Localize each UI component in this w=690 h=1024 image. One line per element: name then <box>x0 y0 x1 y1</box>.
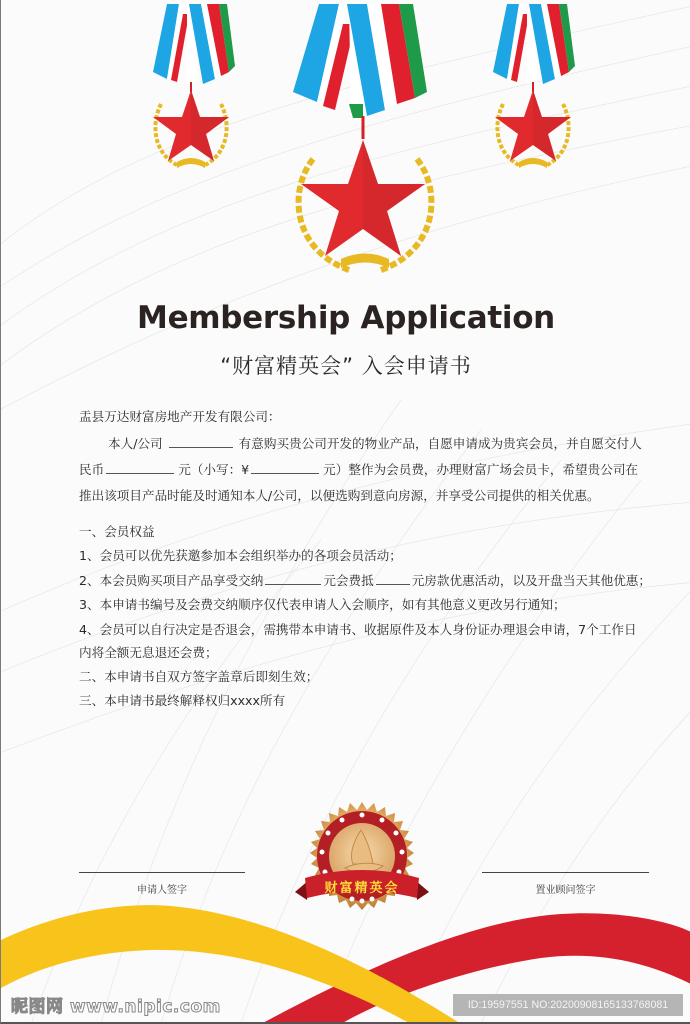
benefit-item-4-line-1: 4、会员可以自行决定是否退会，需携带本申请书、收据原件及本人身份证办理退会申请，7个工作日 <box>79 622 637 637</box>
applicant-name-blank[interactable] <box>169 433 233 448</box>
advisor-signature-label: 置业顾问签字 <box>535 885 596 896</box>
section-2: 二、本申请书自双方签字盖章后即刻生效； <box>79 669 319 684</box>
image-id-badge: ID:19597551 NO:20200908165133768081 <box>453 994 683 1016</box>
intro-line-3: 推出该项目产品时能及时通知本人/公司，以便选购到意向房源，并享受公司提供的相关优惠。 <box>79 488 600 503</box>
benefit-item-2: 2、本会员购买项目产品享受交纳 元会费抵 元房款优惠活动，以及开盘当天其他优惠； <box>79 568 649 594</box>
medal-left-icon <box>149 4 239 176</box>
site-watermark: 昵图网 www.nipic.com <box>11 997 221 1017</box>
section-3: 三、本申请书最终解释权归xxxx所有 <box>79 693 286 708</box>
benefit-item-1: 1、会员可以优先获邀参加本会组织举办的各项会员活动； <box>79 548 402 563</box>
addressee: 盂县万达财富房地产开发有限公司： <box>79 409 281 424</box>
title-chinese: “财富精英会” 入会申请书 <box>220 354 472 378</box>
intro-line-1: 本人/公司 有意购买贵公司开发的物业产品，自愿申请成为贵宾会员，并自愿交付人 <box>108 431 678 457</box>
benefit-item-3: 3、本申请书编号及会费交纳顺序仅代表申请人入会顺序，如有其他意义更改另行通知； <box>79 597 566 612</box>
amount-uppercase-blank[interactable] <box>106 459 174 474</box>
benefit-item-4-line-2: 内将全额无息退还会费； <box>79 645 218 660</box>
medal-center-icon <box>289 4 439 280</box>
amount-numeric-blank[interactable] <box>251 459 319 474</box>
section-1-heading: 一、会员权益 <box>79 524 155 539</box>
intro-line-2: 民币 元（小写：¥ 元）整作为会员费，办理财富广场会员卡，希望贵公司在 <box>79 457 649 483</box>
discount-amount-blank[interactable] <box>376 570 410 585</box>
medal-right-icon <box>489 4 581 176</box>
svg-text:财富精英会: 财富精英会 <box>324 881 400 896</box>
applicant-signature-line[interactable] <box>79 872 245 873</box>
fee-amount-blank[interactable] <box>265 570 321 585</box>
advisor-signature-line[interactable] <box>482 872 649 873</box>
applicant-signature-label: 申请人签字 <box>137 885 187 896</box>
title-english: Membership Application <box>137 300 555 336</box>
